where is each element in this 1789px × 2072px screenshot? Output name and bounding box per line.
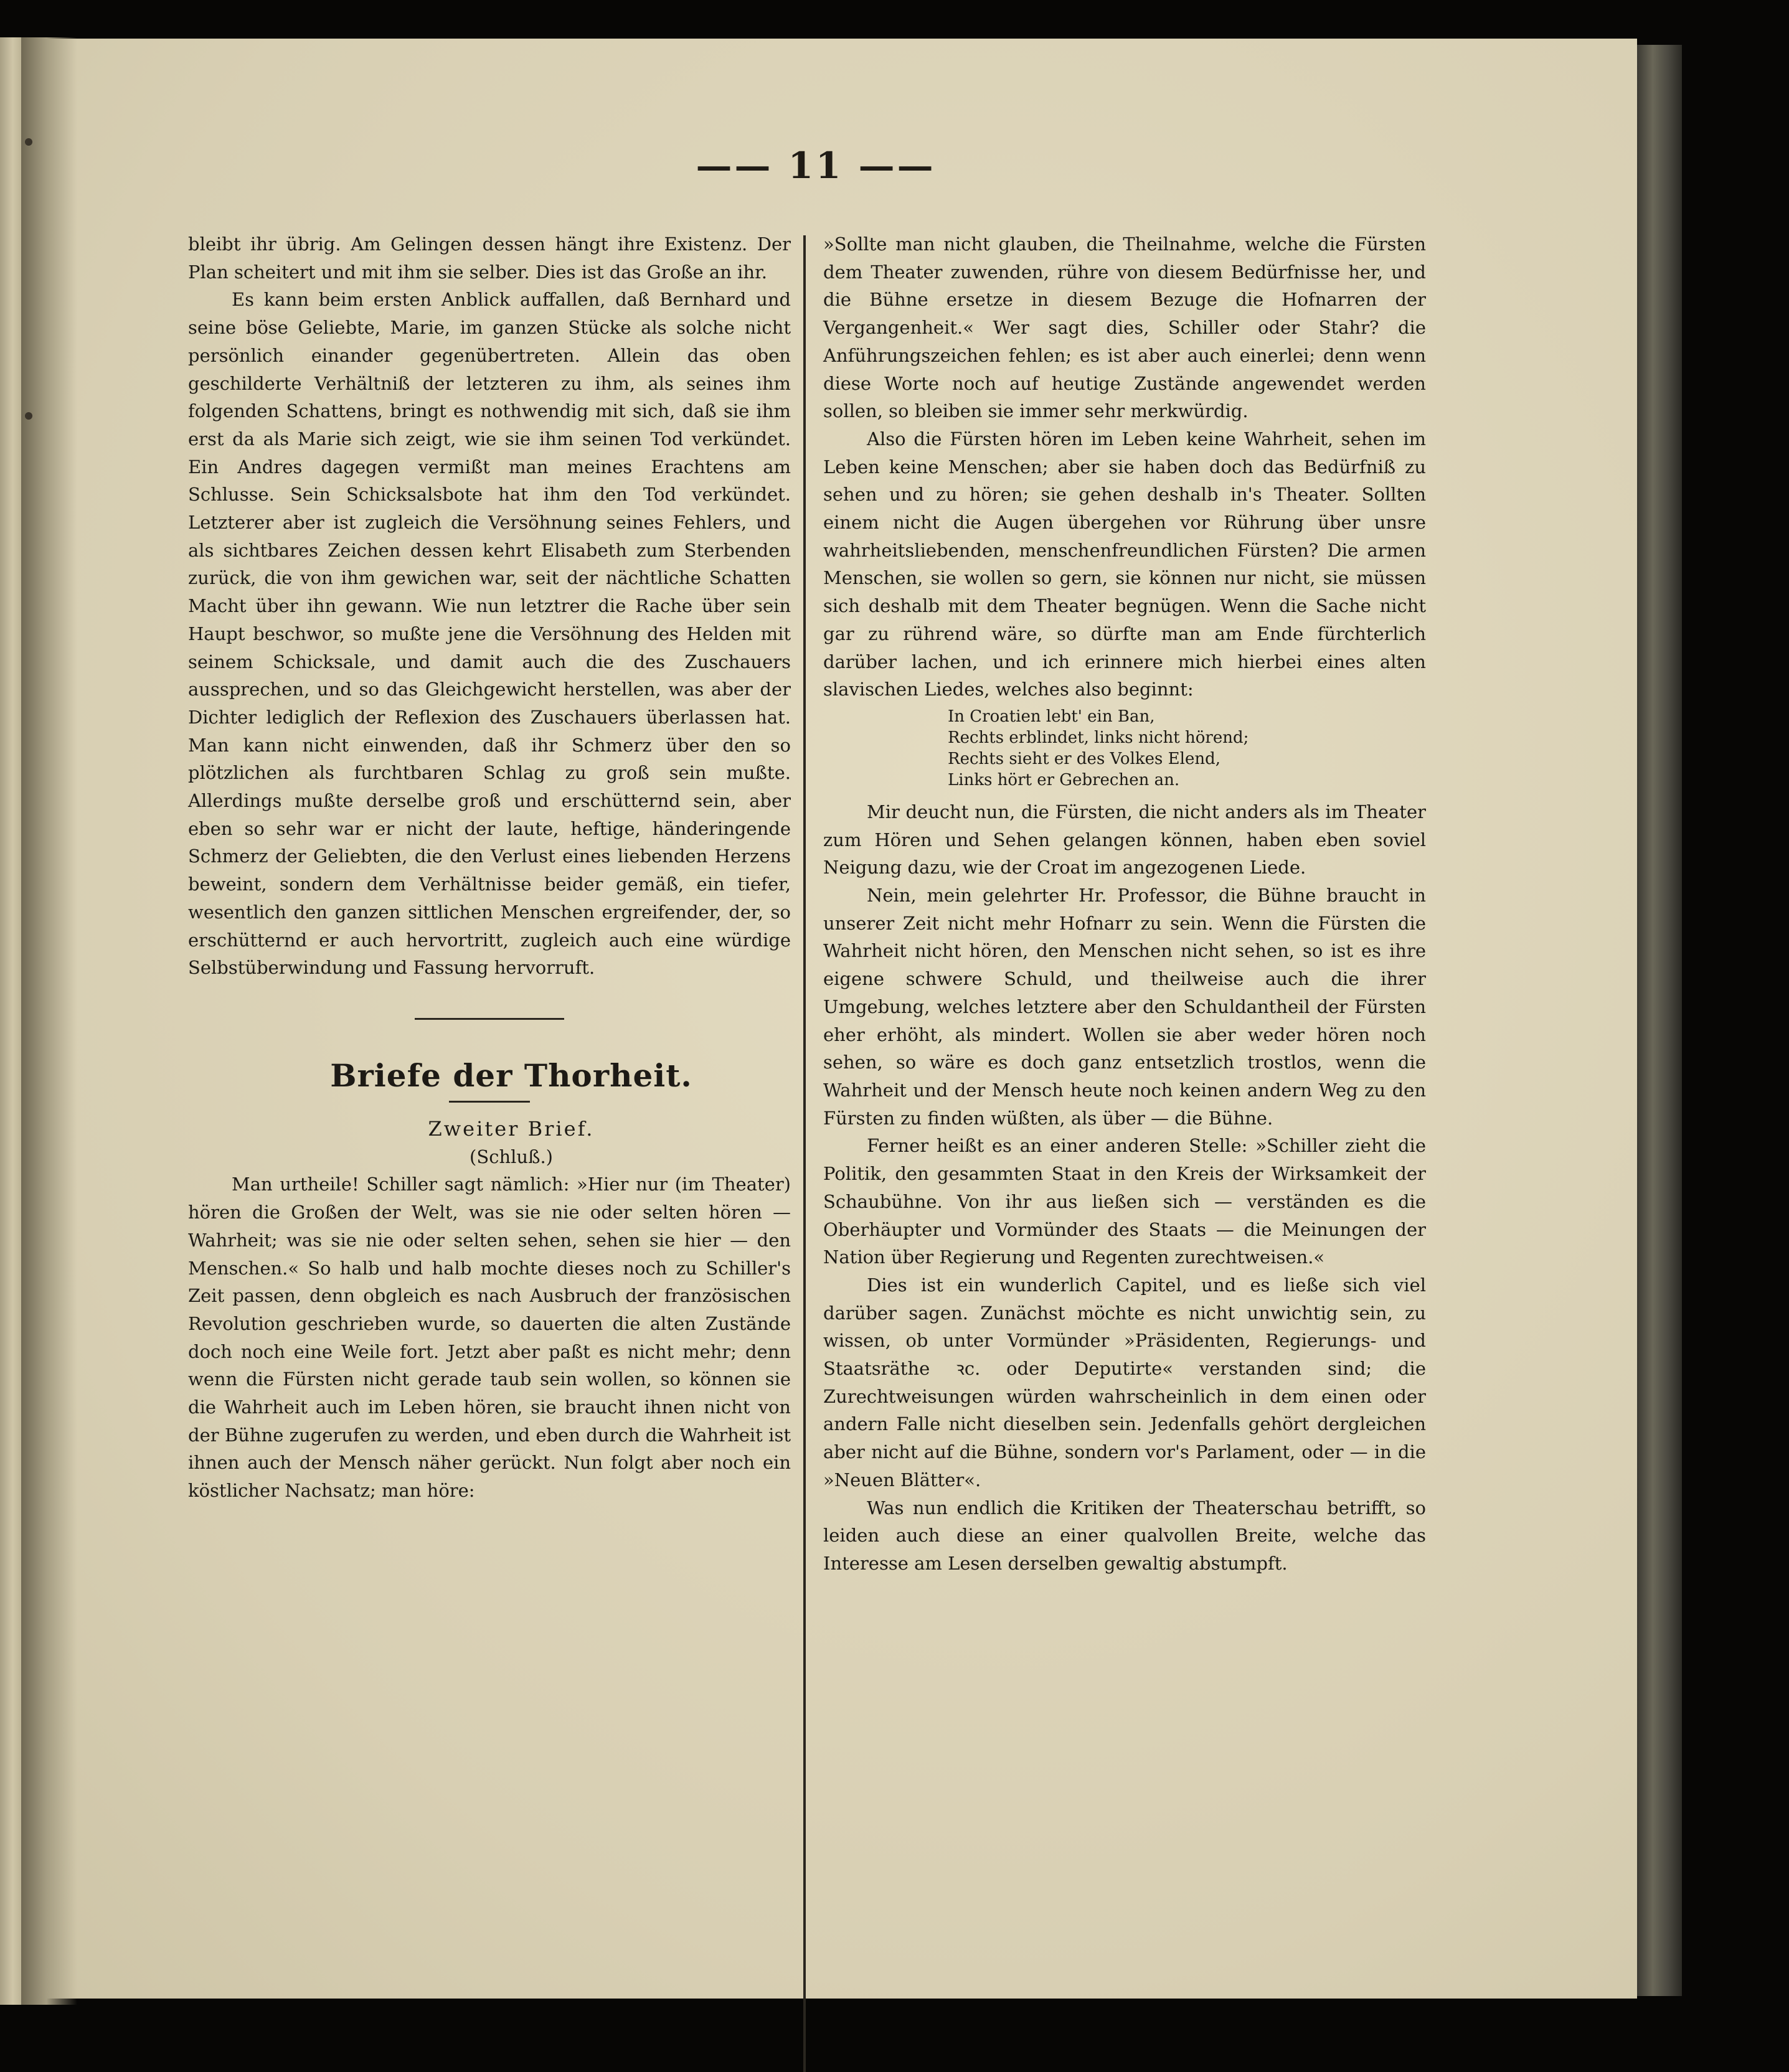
book-spine (1637, 45, 1682, 1996)
right-column (823, 230, 1426, 1578)
poem (948, 706, 1426, 791)
paragraph: Was nun endlich die Kritiken der Theaterschau betrifft, so leiden auch diese an einer qualvollen Breite, welche das Interesse am Lesen derselben gewaltig abstumpft. (823, 1497, 1426, 1574)
section-rule (415, 1018, 564, 1020)
poem-line: Rechts erblindet, links nicht hörend; (948, 728, 1249, 747)
paragraph: Also die Fürsten hören im Leben keine Wahrheit, sehen im Leben keine Menschen; aber sie haben doch das Bedürfniß zu sehen und zu hören; sie gehen deshalb in's Theater. Sollten einem nicht die Augen übergehen vor Rührung über unsre wahrheitsliebenden, menschenfreundlichen Fürsten? Die armen Menschen, sie wollen so gern, sie können nur nicht, sie müssen sich deshalb mit dem Theater begnügen. Wenn die Sache nicht gar zu rührend wäre, so dürfte man am Ende fürchterlich darüber lachen, und ich erinnere mich hierbei eines alten slavischen Liedes, welches also beginnt: (823, 428, 1426, 700)
paragraph: Es kann beim ersten Anblick auffallen, daß Bernhard und seine böse Geliebte, Marie, im ganzen Stücke als solche nicht persönlich einander gegenübertreten. Allein das oben geschilderte Verhältniß der letzteren zu ihm, als seines ihm folgenden Schattens, bringt es nothwendig mit sich, daß sie ihm erst da als Marie sich zeigt, wie sie ihm seinen Tod verkündet. Ein Andres dagegen vermißt man meines Erachtens am Schlusse. Sein Schicksalsbote hat ihm den Tod verkündet. Letzterer aber ist zugleich die Versöhnung seines Fehlers, und als sichtbares Zeichen dessen kehrt Elisabeth zum Sterbenden zurück, die von ihm gewichen war, seit der nächtliche Schatten Macht über ihn gewann. Wie nun letztrer die Rache über sein Haupt beschwor, so mußte jene die Versöhnung des Helden mit seinem Schicksale, und damit auch die des Zuschauers aussprechen, und so das Gleichgewicht herstellen, was aber der Dichter lediglich der Reflexion des Zuschauers überlassen hat. Man kann nicht einwenden, daß ihr Schmerz über den so plötzlichen als furchtbaren Schlag zu groß sein mußte. Allerdings mußte derselbe groß und erschütternd sein, aber eben so sehr war er nicht der laute, heftige, händeringende Schmerz der Geliebten, die den Verlust eines liebenden Herzens beweint, sondern dem Verhältnisse beider gemäß, ein tiefer, wesentlich den ganzen sittlichen Menschen ergreifender, der, so erschütternd er auch hervortritt, zugleich auch eine würdige Selbstüberwindung und Fassung hervorruft. (188, 289, 791, 979)
paragraph: Ferner heißt es an einer anderen Stelle: »Schiller zieht die Politik, den gesammten Staat in den Kreis der Wirksamkeit der Schaubühne. Von ihr aus ließen sich — verständen es die Oberhäupter und Vormünder des Staats — die Meinungen der Nation über Regierung und Regenten zurechtweisen.« (823, 1135, 1426, 1268)
paragraph: bleibt ihr übrig. Am Gelingen dessen hängt ihre Existenz. Der Plan scheitert und mit ihm sie selber. Dies ist das Große an ihr. (188, 233, 791, 283)
section-subtitle: Zweiter Brief. (428, 1116, 595, 1141)
section-note: (Schluß.) (470, 1146, 553, 1167)
page-number-value: 11 (788, 144, 844, 187)
poem-line: In Croatien lebt' ein Ban, (948, 707, 1155, 726)
poem-line: Rechts sieht er des Volkes Elend, (948, 749, 1220, 768)
title-rule (449, 1101, 530, 1103)
margin-mark (25, 412, 32, 420)
paragraph: Man urtheile! Schiller sagt nämlich: »Hier nur (im Theater) hören die Großen der Welt, was sie nie oder selten hören — Wahrheit; was sie nie oder selten sehen, sehen sie hier — den Menschen.« So halb und halb mochte dieses noch zu Schiller's Zeit passen, denn obgleich es nach Ausbruch der französischen Revolution geschrieben wurde, so dauerten die alten Zustände doch noch eine Weile fort. Jetzt aber paßt es nicht mehr; denn wenn die Fürsten nicht gerade taub sein wollen, so können sie die Wahrheit auch im Leben hören, sie braucht ihnen nicht von der Bühne zugerufen zu werden, und eben durch die Wahrheit ist ihnen auch der Mensch näher gerückt. Nun folgt aber noch ein köstlicher Nachsatz; man höre: (188, 1174, 791, 1502)
gutter-shadow (21, 37, 77, 2005)
page-number-dash-left: —— (696, 144, 773, 187)
paragraph: Dies ist ein wunderlich Capitel, und es ließe sich viel darüber sagen. Zunächst möchte es nicht unwichtig sein, zu wissen, ob unter Vormünder »Präsidenten, Regierungs- und Staatsräthe ꝛc. oder Deputirte« verstanden sind; die Zurechtweisungen würden wahrscheinlich in dem einen oder andern Falle nicht dieselben sein. Jedenfalls gehört dergleichen aber nicht auf die Bühne, sondern vor's Parlament, oder — in die »Neuen Blätter«. (823, 1274, 1426, 1490)
paragraph: Nein, mein gelehrter Hr. Professor, die Bühne braucht in unserer Zeit nicht mehr Hofnarr zu sein. Wenn die Fürsten die Wahrheit nicht hören, den Menschen nicht sehen, so ist es ihre eigene schwere Schuld, und theilweise auch die ihrer Umgebung, welches letztere aber den Schuldantheil der Fürsten eher erhöht, als mindert. Wollen sie aber weder hören noch sehen, so wäre es doch ganz entsetzlich trostlos, wenn die Wahrheit und der Mensch heute noch keinen andern Weg zu den Fürsten zu finden wüßten, als über — die Bühne. (823, 885, 1426, 1129)
left-column (188, 230, 791, 1505)
paragraph: Mir deucht nun, die Fürsten, die nicht anders als im Theater zum Hören und Sehen gelangen können, haben eben soviel Neigung dazu, wie der Croat im angezogenen Liede. (823, 801, 1426, 878)
page-number-dash-right: —— (858, 144, 936, 187)
column-divider (803, 235, 806, 2072)
section-title: Briefe der Thorheit. (330, 1057, 692, 1094)
poem-line: Links hört er Gebrechen an. (948, 770, 1180, 789)
paragraph: »Sollte man nicht glauben, die Theilnahme, welche die Fürsten dem Theater zuwenden, rühre von diesem Bedürfnisse her, und die Bühne ersetze in diesem Bezuge die Hofnarren der Vergangenheit.« Wer sagt dies, Schiller oder Stahr? die Anführungszeichen fehlen; es ist aber auch einerlei; denn wenn diese Worte noch auf heutige Zustände angewendet werden sollen, so bleiben sie immer sehr merkwürdig. (823, 233, 1426, 422)
page-number (691, 144, 940, 187)
margin-mark (25, 138, 32, 146)
previous-page-edge (0, 37, 21, 2005)
